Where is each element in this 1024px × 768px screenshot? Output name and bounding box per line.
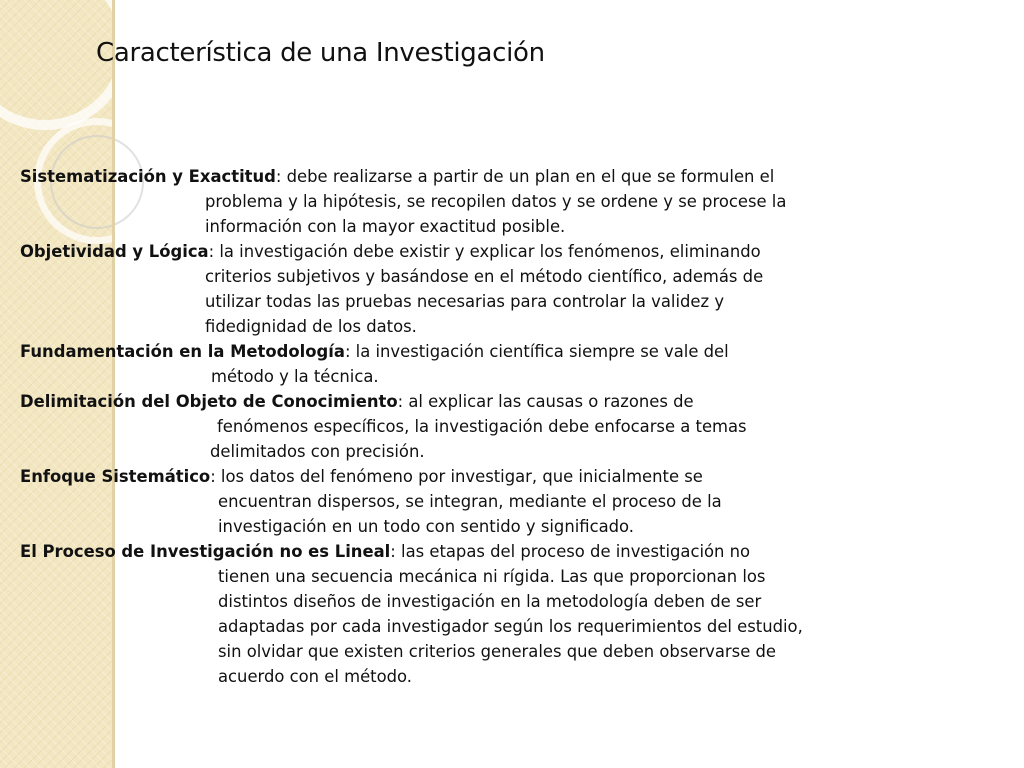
item-text: : las etapas del proceso de investigación no [390, 542, 751, 561]
item-text: : debe realizarse a partir de un plan en el que se formulen el [275, 167, 775, 186]
item-text: tienen una secuencia mecánica ni rígida. Las que proporcionan los [218, 567, 766, 586]
item-text: fidedignidad de los datos. [205, 317, 417, 336]
item-text: : la investigación debe existir y explicar los fenómenos, eliminando [208, 242, 761, 261]
item-term: Objetividad y Lógica [20, 242, 209, 261]
item-text: delimitados con precisión. [210, 442, 425, 461]
item-term: El Proceso de Investigación no es Lineal [20, 542, 391, 561]
item-text: investigación en un todo con sentido y significado. [218, 517, 635, 536]
list-item [20, 539, 880, 689]
item-text: acuerdo con el método. [218, 667, 412, 686]
item-text: fenómenos específicos, la investigación debe enfocarse a temas [217, 417, 747, 436]
item-text: : la investigación científica siempre se vale del [344, 342, 729, 361]
list-item [20, 164, 880, 239]
slide-title: Característica de una Investigación [96, 38, 545, 68]
item-text: información con la mayor exactitud posible. [205, 217, 566, 236]
slide-body [20, 164, 880, 689]
list-item [20, 464, 880, 539]
list-item [20, 239, 880, 339]
item-term: Fundamentación en la Metodología [20, 342, 345, 361]
item-text: problema y la hipótesis, se recopilen datos y se ordene y se procese la [205, 192, 787, 211]
item-text: criterios subjetivos y basándose en el método científico, además de [205, 267, 764, 286]
item-text: adaptadas por cada investigador según los requerimientos del estudio, [218, 617, 803, 636]
item-text: encuentran dispersos, se integran, mediante el proceso de la [218, 492, 722, 511]
item-text: : los datos del fenómeno por investigar, que inicialmente se [210, 467, 703, 486]
item-text: sin olvidar que existen criterios generales que deben observarse de [218, 642, 776, 661]
item-text: : al explicar las causas o razones de [397, 392, 694, 411]
item-text: utilizar todas las pruebas necesarias para controlar la validez y [205, 292, 725, 311]
list-item [20, 339, 880, 389]
item-text: método y la técnica. [211, 367, 379, 386]
item-term: Enfoque Sistemático [20, 467, 211, 486]
item-term: Sistematización y Exactitud [20, 167, 276, 186]
list-item [20, 389, 880, 464]
item-text: distintos diseños de investigación en la metodología deben de ser [218, 592, 762, 611]
item-term: Delimitación del Objeto de Conocimiento [20, 392, 398, 411]
